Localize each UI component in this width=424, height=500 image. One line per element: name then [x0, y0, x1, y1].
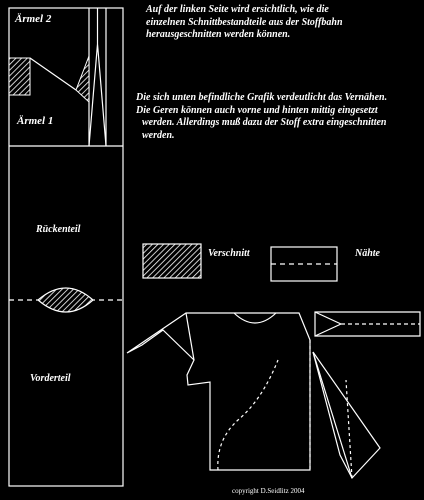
legend-waste-label: Verschnitt: [208, 248, 250, 259]
separate-gores: [313, 352, 380, 478]
sleeve-waste-left: [9, 58, 30, 95]
text-line: einzelnen Schnittbestandteile aus der Stoffbahn: [146, 16, 343, 28]
tunic-neckline: [234, 313, 276, 323]
text-line: herausgeschnitten werden können.: [146, 29, 291, 40]
text-line: werden. Allerdings muß dazu der Stoff extra eingeschnitten: [142, 117, 387, 128]
sleeve-waste-right: [76, 56, 89, 102]
gore-outline: [89, 44, 106, 146]
sleeve-cut-line: [30, 58, 76, 90]
label-sleeve-1: Ärmel 1: [17, 115, 54, 127]
explanation-sewing: [136, 92, 387, 142]
separate-sleeve: [315, 312, 420, 336]
legend-waste-swatch: [143, 244, 201, 278]
text-line: Die Geren können auch vorne und hinten mittig eingesetzt: [136, 104, 378, 116]
text-line: werden.: [142, 129, 175, 141]
label-back-panel: Rückenteil: [36, 224, 81, 235]
tunic-gore-seam: [218, 360, 278, 470]
neck-opening-waste: [38, 288, 93, 312]
assembled-tunic: [127, 313, 310, 470]
gores-in-fabric: [89, 8, 106, 146]
copyright-notice: copyright D.Seidlitz 2004: [232, 487, 305, 495]
body-panels: [9, 288, 123, 312]
text-line: Die sich unten befindliche Grafik verdeutlicht das Vernähen.: [136, 92, 388, 103]
label-front-panel: Vorderteil: [30, 373, 71, 384]
sleeve-cut: [9, 56, 89, 102]
text-line: Auf der linken Seite wird ersichtlich, wie die: [146, 4, 329, 15]
legend-seams-label: Nähte: [355, 248, 380, 259]
label-sleeve-2: Ärmel 2: [15, 13, 52, 25]
explanation-cutting: [146, 4, 343, 42]
